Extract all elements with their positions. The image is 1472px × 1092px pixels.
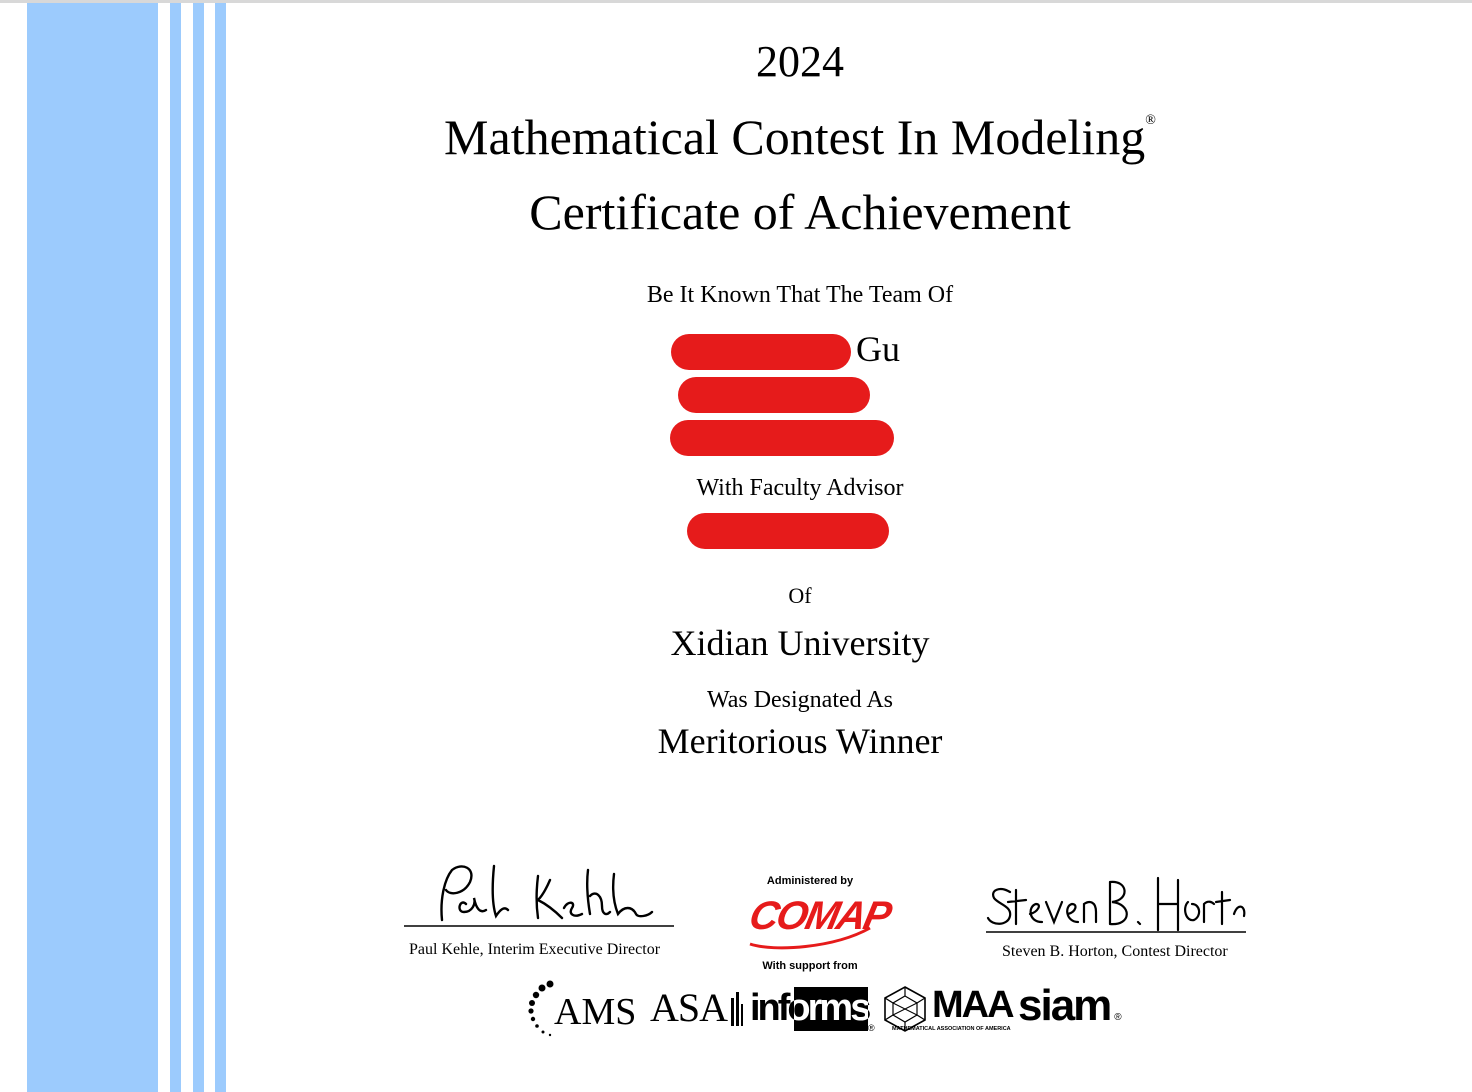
siam-registered-mark: ® [1114, 1012, 1122, 1023]
advisor-intro: With Faculty Advisor [696, 475, 904, 501]
designation-intro: Was Designated As [706, 687, 894, 713]
university-name: Xidian University [670, 623, 930, 663]
border-stripe-wide [27, 3, 158, 1092]
siam-logo-text: siam [1018, 981, 1111, 1030]
signature-paul-kehle [400, 860, 680, 932]
maa-logo-subtitle: MATHEMATICAL ASSOCIATION OF AMERICA [892, 1026, 1011, 1032]
comap-logo-text: COMAP [745, 894, 894, 938]
comap-logo [744, 888, 894, 958]
informs-logo-text: informs [750, 987, 869, 1029]
team-member-1-surname: Gu [856, 329, 900, 369]
signature-caption-left: Paul Kehle, Interim Executive Director [409, 941, 661, 958]
ams-logo [526, 980, 638, 1038]
contest-title [0, 108, 1472, 166]
ams-dots-icon [526, 980, 556, 1038]
informs-logo [750, 985, 876, 1035]
siam-logo [1018, 981, 1122, 1030]
support-from-label: With support from [762, 960, 858, 972]
maa-logo [880, 984, 1013, 1036]
ams-logo-text: AMS [554, 991, 637, 1033]
informs-registered-mark: ® [868, 1023, 875, 1033]
award-title: Meritorious Winner [657, 721, 943, 761]
redaction-team-member-2 [678, 377, 870, 413]
border-stripe-1 [170, 3, 181, 1092]
border-stripe-2 [193, 3, 204, 1092]
redaction-faculty-advisor [687, 513, 889, 549]
registered-mark: ® [1145, 113, 1156, 128]
of-label: Of [788, 583, 812, 608]
redaction-team-member-3 [670, 420, 894, 456]
signature-caption-right: Steven B. Horton, Contest Director [1002, 943, 1228, 960]
asa-logo-text: ASA [650, 985, 728, 1030]
certificate-title: Certificate of Achievement [529, 184, 1071, 240]
administered-by-label: Administered by [766, 875, 854, 887]
contest-name: Mathematical Contest In Modeling [444, 109, 1146, 165]
team-intro: Be It Known That The Team Of [646, 282, 954, 308]
asa-logo [650, 984, 743, 1031]
asa-bars-icon [731, 988, 743, 1028]
signature-steven-horton [982, 872, 1250, 938]
redaction-team-member-1 [671, 334, 851, 370]
certificate-year: 2024 [756, 37, 844, 86]
maa-logo-text: MAA [932, 984, 1013, 1026]
border-stripe-3 [215, 3, 226, 1092]
